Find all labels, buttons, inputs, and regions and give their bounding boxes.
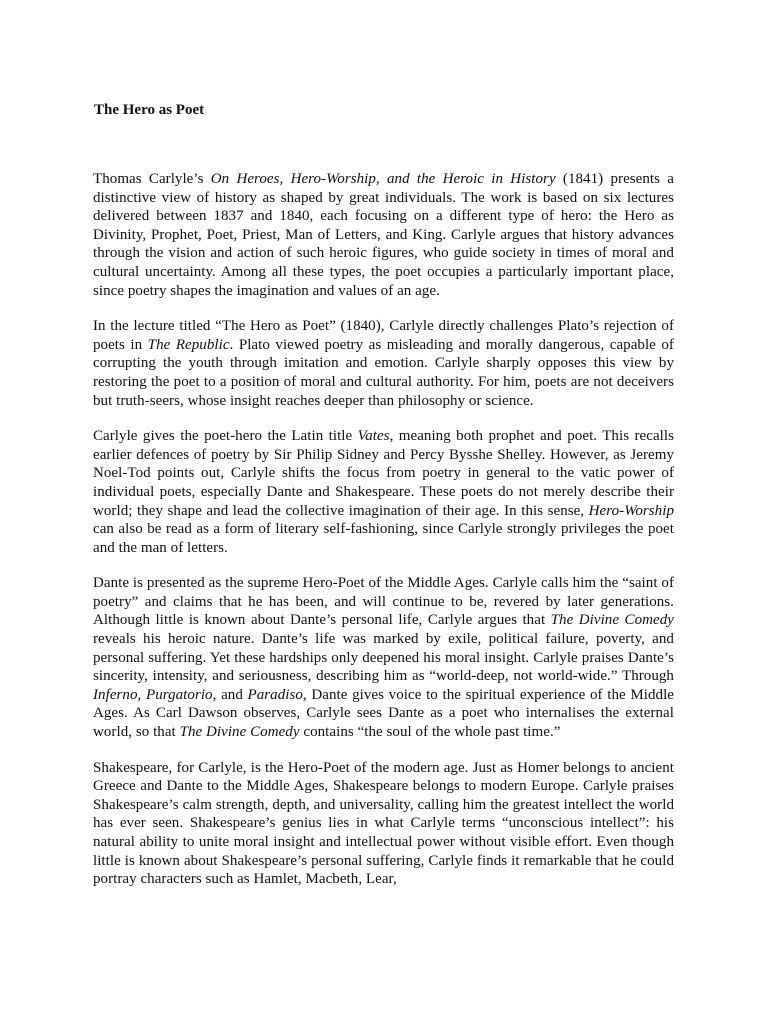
document-body: [93, 170, 674, 906]
text-run: , Dante gives voice to the spiritual experience of the Middle Ages. As Carl Dawson observes, Carlyle sees Dante as a poet who internalises the external world, so that: [93, 686, 674, 741]
paragraph: [93, 317, 674, 410]
italic-text-run: The Divine Comedy: [550, 612, 674, 629]
italic-text-run: Vates: [357, 428, 390, 445]
text-run: Dante is presented as the supreme Hero-Poet of the Middle Ages. Carlyle calls him the “saint of poetry” and claims that he has been, and will continue to be, revered by later generations. Although little is known about Dante’s personal life, Carlyle argues that: [93, 575, 674, 629]
italic-text-run: Purgatorio: [145, 686, 213, 703]
text-run: Thomas Carlyle’s: [93, 171, 211, 187]
text-run: (1841) presents a distinctive view of history as shaped by great individuals. The work is based on six lectures delivered between 1837 and 1840, each focusing on a different type of hero: the Hero as Divinity, Prophet, Poet, Priest, Man of Letters, and King. Carlyle argues that history advances through the vision and action of such heroic figures, who guide society in times of moral and cultural uncertainty. Among all these types, the poet occupies a particularly important place, since poetry shapes the imagination and values of an age.: [93, 171, 674, 299]
paragraph: [93, 427, 674, 557]
paragraph: [93, 574, 674, 741]
italic-text-run: On Heroes, Hero-Worship, and the Heroic in History: [210, 171, 556, 187]
document-title: The Hero as Poet: [94, 102, 205, 118]
italic-text-run: The Republic: [147, 336, 230, 353]
paragraph: [93, 759, 674, 889]
paragraph: [93, 170, 674, 300]
text-run: ,: [137, 686, 146, 703]
text-run: . Plato viewed poetry as misleading and morally dangerous, capable of corrupting the youth through imitation and emotion. Carlyle sharply opposes this view by restoring the poet to a position of moral and cultural authority. For him, poets are not deceivers but truth-seers, whose insight reaches deeper than philosophy or science.: [93, 336, 674, 409]
text-run: In the lecture titled “The Hero as Poet” (1840), Carlyle directly challenges Plato’s rejection of poets in: [93, 318, 674, 353]
italic-text-run: The Divine Comedy: [179, 724, 300, 741]
text-run: , and: [212, 686, 248, 703]
text-run: Carlyle gives the poet-hero the Latin title: [93, 428, 358, 445]
text-run: contains “the soul of the whole past time.”: [299, 724, 561, 741]
italic-text-run: Hero-Worship: [588, 502, 674, 519]
text-run: Shakespeare, for Carlyle, is the Hero-Poet of the modern age. Just as Homer belongs to ancient Greece and Dante to the Middle Ages, Shakespeare belongs to modern Europe. Carlyle praises Shakespeare’s calm strength, depth, and universality, calling him the greatest intellect the world has ever seen. Shakespeare’s genius lies in what Carlyle terms “unconscious intellect”: his natural ability to unite moral insight and intellectual power without visible effort. Even though little is known about Shakespeare’s personal suffering, Carlyle finds it remarkable that he could portray characters such as Hamlet, Macbeth, Lear,: [93, 759, 674, 888]
text-run: , meaning both prophet and poet. This recalls earlier defences of poetry by Sir Philip Sidney and Percy Bysshe Shelley. However, as Jeremy Noel-Tod points out, Carlyle shifts the focus from poetry in general to the vatic power of individual poets, especially Dante and Shakespeare. These poets do not merely describe their world; they shape and lead the collective imagination of their age. In this sense,: [93, 428, 674, 519]
italic-text-run: Inferno: [93, 686, 138, 703]
text-run: can also be read as a form of literary self-fashioning, since Carlyle strongly privileges the poet and the man of letters.: [93, 521, 674, 556]
italic-text-run: Paradiso: [247, 686, 303, 703]
text-run: reveals his heroic nature. Dante’s life was marked by exile, political failure, poverty, and personal suffering. Yet these hardships only deepened his moral insight. Carlyle praises Dante’s sincerity, intensity, and seriousness, describing him as “world-deep, not world-wide.” Through: [93, 631, 674, 685]
